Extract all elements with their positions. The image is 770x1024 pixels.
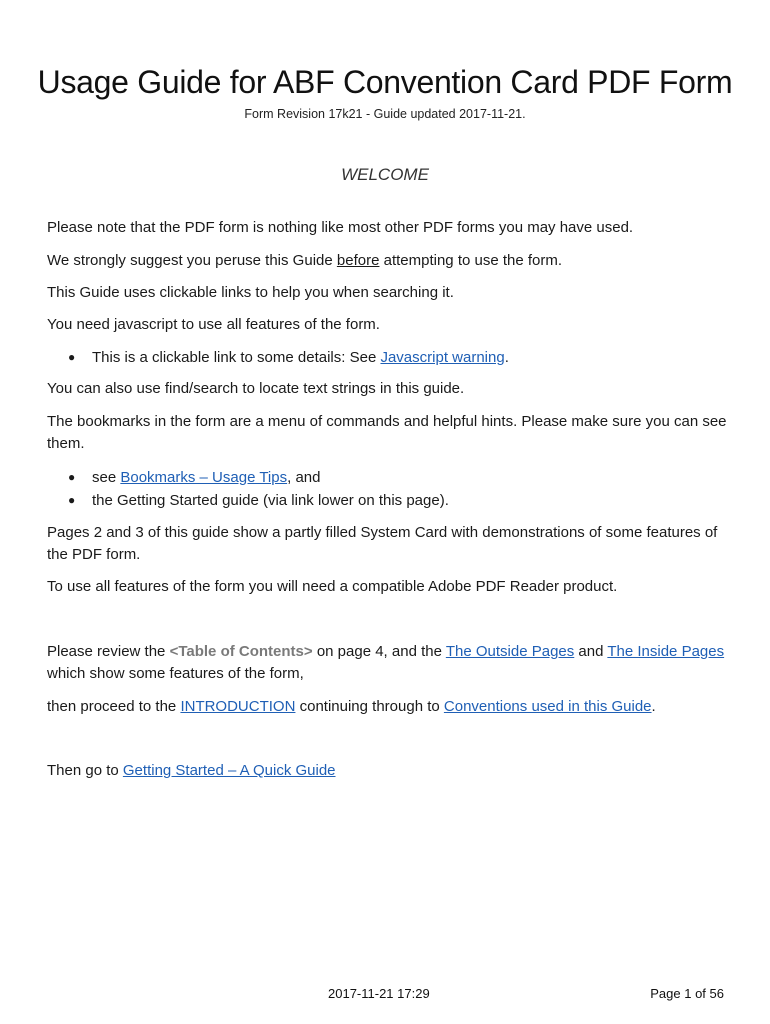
paragraph-clickable-links: This Guide uses clickable links to help you when searching it. <box>47 284 454 301</box>
bullet-icon: ● <box>68 493 76 507</box>
text: . <box>651 698 656 715</box>
paragraph-adobe-reader: To use all features of the form you will need a compatible Adobe PDF Reader product. <box>47 578 618 595</box>
text: Please review the <box>47 643 170 660</box>
list-item-getting-started <box>68 489 449 512</box>
outside-pages-link[interactable]: The Outside Pages <box>445 643 575 660</box>
text: which show some features of the form, <box>47 665 304 682</box>
text: . <box>504 349 509 366</box>
paragraph-peruse-guide <box>47 250 737 272</box>
footer-page-number: Page 1 of 56 <box>650 986 724 1001</box>
paragraph-getting-started <box>47 760 737 782</box>
bullet-icon: ● <box>68 350 76 364</box>
text: and <box>574 643 608 660</box>
paragraph-system-card: Pages 2 and 3 of this guide show a partly filled System Card with demonstrations of some features of the PDF form. <box>47 524 718 563</box>
footer-timestamp: 2017-11-21 17:29 <box>328 986 430 1001</box>
text: This is a clickable link to some details: See <box>92 349 381 366</box>
table-of-contents-reference: <Table of Contents> <box>169 643 313 660</box>
text: the Getting Started guide (via link lower on this page). <box>92 492 449 509</box>
text: then proceed to the <box>47 698 181 715</box>
paragraph-review-toc <box>47 641 737 685</box>
text: see <box>92 469 121 486</box>
text: Then go to <box>47 762 123 779</box>
page-title: Usage Guide for ABF Convention Card PDF Form <box>37 64 733 100</box>
getting-started-link[interactable]: Getting Started – A Quick Guide <box>122 762 336 779</box>
welcome-heading: WELCOME <box>341 165 429 184</box>
text: continuing through to <box>295 698 444 715</box>
bookmarks-usage-tips-link[interactable]: Bookmarks – Usage Tips <box>120 469 288 486</box>
paragraph-javascript-needed: You need javascript to use all features of the form. <box>47 316 380 333</box>
text: on page 4, and the <box>312 643 446 660</box>
list-item-javascript <box>68 346 509 369</box>
emphasis-before: before <box>336 252 380 269</box>
text: , and <box>287 469 321 486</box>
list-item-bookmarks <box>68 466 320 489</box>
paragraph-proceed-introduction <box>47 696 737 718</box>
paragraph-pdf-note: Please note that the PDF form is nothing like most other PDF forms you may have used. <box>47 219 634 236</box>
text: attempting to use the form. <box>379 252 563 269</box>
paragraph-bookmarks: The bookmarks in the form are a menu of commands and helpful hints. Please make sure you can see them. <box>47 413 727 452</box>
page-subtitle: Form Revision 17k21 - Guide updated 2017-11-21. <box>244 107 526 121</box>
introduction-link[interactable]: INTRODUCTION <box>180 698 296 715</box>
inside-pages-link[interactable]: The Inside Pages <box>607 643 725 660</box>
javascript-warning-link[interactable]: Javascript warning <box>380 349 505 366</box>
paragraph-find-search: You can also use find/search to locate text strings in this guide. <box>47 380 465 397</box>
bullet-icon: ● <box>68 470 76 484</box>
conventions-link[interactable]: Conventions used in this Guide <box>443 698 652 715</box>
text: We strongly suggest you peruse this Guide <box>47 252 337 269</box>
